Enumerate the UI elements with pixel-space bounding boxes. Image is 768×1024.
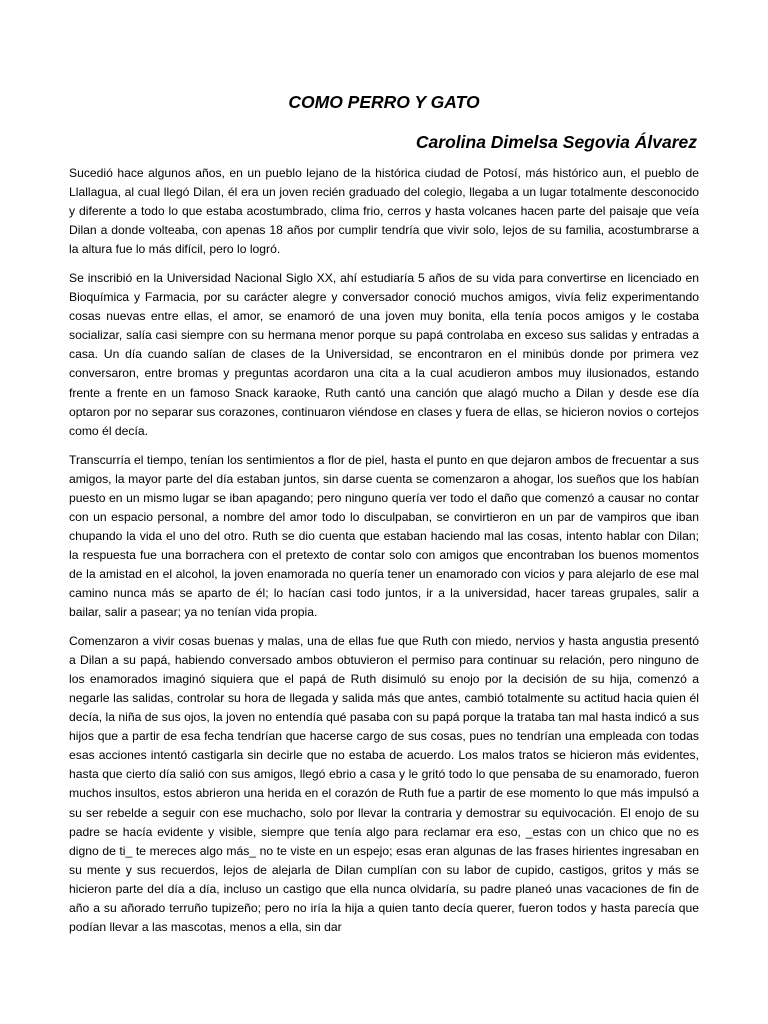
paragraph-1: Sucedió hace algunos años, en un pueblo lejano de la histórica ciudad de Potosí, más histórico aun, el pueblo de Llallagua, al cual llegó Dilan, él era un joven recién graduado del colegio, llegaba a un lugar totalmente desconocido y diferente a todo lo que estaba acostumbrado, clima frio, cerros y hasta volcanes hacen parte del paisaje que veía Dilan a donde volteaba, con apenas 18 años por cumplir tendría que vivir solo, lejos de su familia, acostumbrarse a la altura fue lo más difícil, pero lo logró. (69, 166, 699, 257)
document-title: COMO PERRO Y GATO (288, 92, 480, 112)
paragraph-3: Transcurría el tiempo, tenían los sentimientos a flor de piel, hasta el punto en que dejaron ambos de frecuentar a sus amigos, la mayor parte del día estaban juntos, sin darse cuenta se comenzaron a ahogar, los sueños que los habían puesto en un mismo lugar se iban apagando; pero ninguno quería ver todo el daño que comenzó a causar no contar con un espacio personal, a nombre del amor todo lo disculpaban, se convirtieron en un par de vampiros que iban chupando la vida el uno del otro. Ruth se dio cuenta que estaban haciendo mal las cosas, intento hablar con Dilan; la respuesta fue una borrachera con el pretexto de contar solo con amigos que encontraban los buenos momentos de la amistad en el alcohol, la joven enamorada no quería tener un enamorado con vicios y para alejarlo de ese mal camino nunca más se aparto de él; lo hacían casi todo juntos, ir a la universidad, hacer tareas grupales, salir a bailar, salir a pasear; ya no tenían vida propia. (69, 452, 699, 620)
paragraph-2: Se inscribió en la Universidad Nacional Siglo XX, ahí estudiaría 5 años de su vida para convertirse en licenciado en Bioquímica y Farmacia, por su carácter alegre y conversador conoció muchos amigos, vivía feliz experimentando cosas nuevas entre ellas, el amor, se enamoró de una joven muy bonita, ella tenía pocos amigos y le costaba socializar, salía casi siempre con su hermana menor porque su papá controlaba en exceso sus salidas y entradas a casa. Un día cuando salían de clases de la Universidad, se encontraron en el minibús donde por primera vez conversaron, entre bromas y preguntas acordaron una cita a la cual acudieron ambos muy ilusionados, estando frente a frente en un famoso Snack karaoke, Ruth cantó una canción que alagó mucho a Dilan y desde ese día optaron por no separar sus corazones, continuaron viéndose en clases y fuera de ellas, se hicieron novios o cortejos como él decía. (69, 271, 699, 438)
document-body (69, 164, 699, 947)
paragraph-4: Comenzaron a vivir cosas buenas y malas, una de ellas fue que Ruth con miedo, nervios y hasta angustia presentó a Dilan a su papá, habiendo conversado ambos obtuvieron el permiso para continuar su relación, pero ninguno de los enamorados imaginó siquiera que el papá de Ruth disimuló su enojo por la decisión de su hija, comenzó a negarle las salidas, controlar su hora de llegada y salida más que antes, cambió totalmente su actitud hacia quien él decía, la niña de sus ojos, la joven no entendía qué pasaba con su papá porque la trataba tan mal hasta indicó a sus hijos que a partir de esa fecha tendrían que hacerse cargo de sus cosas, pues no tendrían una empleada con todas esas acciones intentó castigarla sin decirle que no estaba de acuerdo. Los malos tratos se hicieron más evidentes, hasta que cierto día salió con sus amigos, llegó ebrio a casa y le gritó todo lo que pensaba de su enamorado, fueron muchos insultos, estos abrieron una herida en el corazón de Ruth fue a partir de ese momento lo que más impulsó a su ser rebelde a seguir con ese muchacho, solo por llevar la contraria y demostrar su equivocación. El enojo de su padre se hacía evidente y visible, siempre que tenía algo para reclamar era eso, _estas con un chico que no es digno de ti_ te mereces algo más_ no te viste en un espejo; esas eran algunas de las frases hirientes ingresaban en su mente y sus recuerdos, lejos de alejarla de Dilan cumplían con su labor de cupido, castigos, gritos y más se hicieron parte del día a día, incluso un castigo que ella nunca olvidaría, su padre planeó unas vacaciones de fin de año a su añorado terruño tupizeño; pero no iría la hija a quien tanto decía querer, fueron todos y hasta parecía que podían llevar a las mascotas, menos a ella, sin dar (69, 634, 699, 934)
document-author: Carolina Dimelsa Segovia Álvarez (415, 132, 697, 152)
